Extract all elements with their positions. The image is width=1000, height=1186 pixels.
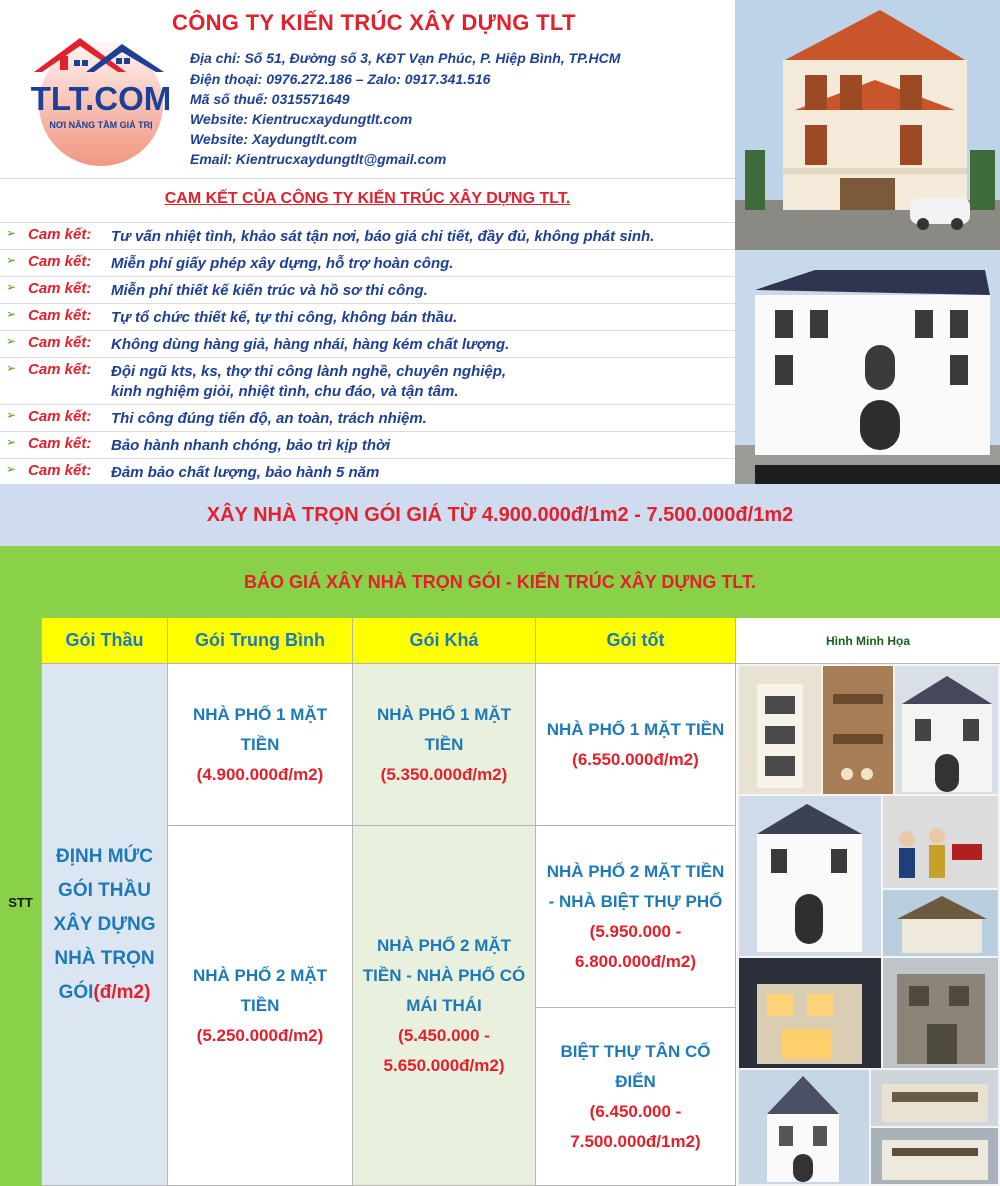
commitments-title: CAM KẾT CỦA CÔNG TY KIẾN TRÚC XÂY DỰNG TLT. [164,190,571,207]
commitment-item [0,458,735,484]
villa-photo-2 [735,250,1000,484]
header-hinh-minh-hoa [736,618,1000,664]
kha-cell-1 [353,664,536,826]
commitment-item [0,404,735,431]
commitment-item [0,357,735,404]
stt-label: STT [8,894,33,910]
company-logo [30,28,172,168]
package-price: (5.350.000đ/m2) [380,764,508,784]
header-goi-thau-label: Gói Thầu [65,630,144,650]
commitment-text: Thi công đúng tiến độ, an toàn, trách nhiệm. [111,410,427,427]
trung-binh-cell-1 [168,664,353,826]
commitment-item [0,330,735,357]
company-header [0,0,735,178]
arrow-bullet-icon: ➢ [6,408,17,422]
trung-binh-cell-2 [168,826,353,1186]
header-divider [0,178,735,179]
commitment-item [0,276,735,303]
website-line-2[interactable]: Website: Xaydungtlt.com [190,131,357,147]
commitment-label: Cam kết: [28,226,92,243]
commitment-label: Cam kết: [28,280,92,297]
commitment-text: Miễn phí giấy phép xây dựng, hỗ trợ hoàn công. [111,255,454,272]
email-line[interactable]: Email: Kientrucxaydungtlt@gmail.com [190,151,447,167]
arrow-bullet-icon: ➢ [6,280,17,294]
price-banner [0,484,1000,546]
row-label-text: ĐỊNH MỨC GÓI THẦU XÂY DỰNG NHÀ TRỌN GÓI [53,845,156,1003]
package-name: NHÀ PHỐ 2 MẶT TIỀN [192,965,328,1015]
commitment-text: Miễn phí thiết kế kiến trúc và hồ sơ thi công. [111,282,428,299]
villa-photo-1 [735,0,1000,250]
commitment-text: Không dùng hàng giả, hàng nhái, hàng kém chất lượng. [111,336,510,353]
package-price: (6.550.000đ/m2) [572,749,699,769]
quote-title: BÁO GIÁ XÂY NHÀ TRỌN GÓI - KIẾN TRÚC XÂY DỰNG TLT. [244,571,756,592]
commitment-text: Đội ngũ kts, ks, thợ thi công lành nghề, chuyên nghiệp, [111,363,507,380]
header-goi-tot-label: Gói tốt [606,630,665,650]
header-goi-kha-label: Gói Khá [409,630,479,650]
phone-line: Điện thoại: 0976.272.186 – Zalo: 0917.341.516 [190,71,491,87]
commitment-item [0,303,735,330]
header-goi-thau [42,618,168,664]
website-line-1[interactable]: Website: Kientrucxaydungtlt.com [190,111,413,127]
commitment-text: Tư vấn nhiệt tình, khảo sát tận nơi, báo giá chi tiết, đầy đủ, không phát sinh. [111,228,655,245]
company-name: CÔNG TY KIẾN TRÚC XÂY DỰNG TLT [172,10,576,35]
header-goi-kha [353,618,536,664]
commitment-text-continued: kinh nghiệm giỏi, nhiệt tình, chu đáo, và tận tâm. [111,383,459,400]
commitment-label: Cam kết: [28,408,92,425]
commitment-text: Tự tổ chức thiết kế, tự thi công, không bán thầu. [111,309,458,326]
stt-column [0,618,42,1186]
logo-slogan: NƠI NÂNG TẦM GIÁ TRỊ [49,120,153,130]
commitment-item [0,222,735,249]
kha-cell-2 [353,826,536,1186]
arrow-bullet-icon: ➢ [6,253,17,267]
commitment-label: Cam kết: [28,435,92,452]
tot-cell-3 [536,1008,736,1186]
commitment-label: Cam kết: [28,462,92,479]
commitment-text: Bảo hành nhanh chóng, bảo trì kịp thời [111,437,391,454]
arrow-bullet-icon: ➢ [6,334,17,348]
package-name: NHÀ PHỐ 1 MẶT TIỀN [192,704,328,754]
tot-cell-2 [536,826,736,1008]
tot-cell-1 [536,664,736,826]
package-price: (5.450.000 - 5.650.000đ/m2) [383,1025,505,1075]
package-price: (6.450.000 - 7.500.000đ/1m2) [570,1101,701,1151]
quote-title-bar [0,546,1000,618]
commitment-label: Cam kết: [28,307,92,324]
arrow-bullet-icon: ➢ [6,226,17,240]
price-banner-text: XÂY NHÀ TRỌN GÓI GIÁ TỪ 4.900.000đ/1m2 - 7.500.000đ/1m2 [206,503,794,526]
address-line: Địa chỉ: Số 51, Đường số 3, KĐT Vạn Phúc, P. Hiệp Bình, TP.HCM [190,50,621,66]
package-name: NHÀ PHỐ 1 MẶT TIỀN [546,719,725,739]
package-name: BIỆT THỰ TÂN CỔ ĐIỂN [560,1041,711,1091]
package-name: NHÀ PHỐ 1 MẶT TIỀN [376,704,512,754]
arrow-bullet-icon: ➢ [6,435,17,449]
header-goi-trung-binh [168,618,353,664]
header-hinh-minh-hoa-label: Hình Minh Họa [826,633,910,648]
tax-line: Mã số thuế: 0315571649 [190,91,350,107]
commitment-label: Cam kết: [28,361,92,378]
header-goi-tot [536,618,736,664]
arrow-bullet-icon: ➢ [6,307,17,321]
package-name: NHÀ PHỐ 2 MẶT TIỀN - NHÀ PHỐ CÓ MÁI THÁI [362,935,526,1015]
package-name: NHÀ PHỐ 2 MẶT TIỀN - NHÀ BIỆT THỰ PHỐ [546,861,725,911]
commitment-text: Đảm bảo chất lượng, bảo hành 5 năm [111,464,380,481]
package-price: (4.900.000đ/m2) [196,764,324,784]
illustration-collage [737,664,1000,1186]
commitment-label: Cam kết: [28,334,92,351]
logo-text: TLT.COM [30,80,172,117]
commitment-item [0,431,735,458]
commitment-label: Cam kết: [28,253,92,270]
package-price: (5.950.000 - 6.800.000đ/m2) [575,921,696,971]
arrow-bullet-icon: ➢ [6,361,17,375]
row-label-cell [42,664,168,1186]
header-goi-trung-binh-label: Gói Trung Bình [195,630,325,650]
arrow-bullet-icon: ➢ [6,462,17,476]
commitment-item [0,249,735,276]
row-label-unit: (đ/m2) [93,981,151,1003]
package-price: (5.250.000đ/m2) [196,1025,324,1045]
